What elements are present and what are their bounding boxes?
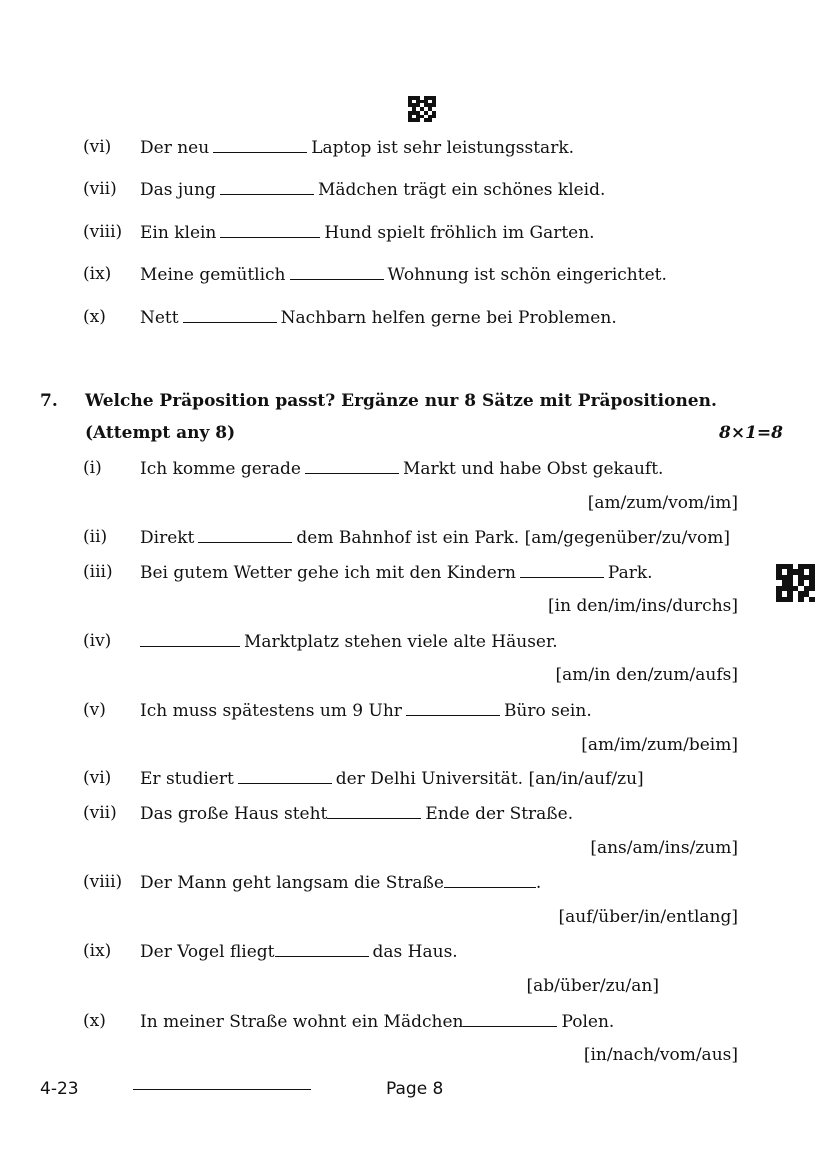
sentence-end: . (535, 873, 542, 893)
item-number: (iv) (83, 631, 112, 651)
sentence-start: Das jung (140, 180, 216, 200)
footer-code: 4-23 (40, 1079, 79, 1099)
sentence (140, 527, 730, 548)
fill-blank[interactable] (327, 803, 421, 819)
options: [ab/über/zu/an] (526, 976, 659, 996)
item-number: (viii) (83, 222, 123, 242)
sentence-start: Nett (140, 308, 179, 328)
qr-code-side (776, 564, 815, 602)
fill-blank[interactable] (305, 458, 399, 474)
item-number: (viii) (83, 872, 123, 892)
item-number: (ix) (83, 941, 112, 961)
question-title: Welche Präposition passt? Ergänze nur 8 Sätze mit Präpositionen. (85, 391, 717, 411)
options: [am/im/zum/beim] (581, 735, 738, 755)
sentence-end: Laptop ist sehr leistungsstark. (311, 138, 575, 158)
sentence-end: Park. (607, 563, 653, 583)
sentence (140, 307, 617, 328)
item-number: (vi) (83, 137, 112, 157)
sentence-start: Das große Haus steht (140, 804, 328, 824)
options: [an/in/auf/zu] (528, 769, 644, 789)
sentence-start: Ich komme gerade (140, 459, 301, 479)
fill-blank[interactable] (238, 768, 332, 784)
sentence (140, 941, 458, 962)
sentence (140, 264, 667, 285)
options: [in/nach/vom/aus] (583, 1045, 738, 1065)
sentence-start: Der Vogel fliegt (140, 942, 275, 962)
sentence-end: das Haus. (372, 942, 458, 962)
sentence-start: Der Mann geht langsam die Straße (140, 873, 444, 893)
sentence-end: Mädchen trägt ein schönes kleid. (317, 180, 606, 200)
sentence-end: Marktplatz stehen viele alte Häuser. (244, 632, 558, 652)
fill-blank[interactable] (275, 941, 369, 957)
fill-blank[interactable] (406, 700, 500, 716)
sentence-start: Ich muss spätestens um 9 Uhr (140, 701, 402, 721)
item-number: (vi) (83, 768, 112, 788)
sentence-end: der Delhi Universität. (335, 769, 524, 789)
sentence-end: dem Bahnhof ist ein Park. (296, 528, 520, 548)
options: [am/zum/vom/im] (587, 493, 738, 513)
marks: 8×1=8 (719, 423, 783, 443)
attempt-note: (Attempt any 8) (85, 423, 236, 443)
sentence-end: Nachbarn helfen gerne bei Problemen. (280, 308, 617, 328)
fill-blank[interactable] (198, 527, 292, 543)
fill-blank[interactable] (220, 222, 320, 238)
options: [am/in den/zum/aufs] (555, 665, 738, 685)
item-number: (v) (83, 700, 106, 720)
sentence-end: Wohnung ist schön eingerichtet. (387, 265, 667, 285)
sentence (140, 222, 595, 243)
fill-blank[interactable] (290, 264, 384, 280)
question-number: 7. (40, 391, 58, 411)
sentence (140, 872, 541, 893)
options: [auf/über/in/entlang] (558, 907, 738, 927)
sentence (140, 137, 574, 158)
sentence-start: Bei gutem Wetter gehe ich mit den Kindern (140, 563, 516, 583)
options: [in den/im/ins/durchs] (548, 596, 738, 616)
fill-blank[interactable] (213, 137, 307, 153)
item-number: (x) (83, 1011, 106, 1031)
fill-blank[interactable] (520, 562, 604, 578)
item-number: (iii) (83, 562, 113, 582)
item-number: (vii) (83, 179, 117, 199)
fill-blank[interactable] (140, 631, 240, 647)
sentence (140, 768, 644, 789)
sentence-end: Hund spielt fröhlich im Garten. (324, 223, 595, 243)
footer-divider (133, 1089, 311, 1090)
page-number: Page 8 (386, 1079, 444, 1099)
item-number: (ix) (83, 264, 112, 284)
sentence-start: In meiner Straße wohnt ein Mädchen (140, 1012, 464, 1032)
sentence-end: Büro sein. (503, 701, 592, 721)
sentence-end: Polen. (561, 1012, 615, 1032)
sentence (140, 179, 605, 200)
item-number: (vii) (83, 803, 117, 823)
item-number: (i) (83, 458, 102, 478)
sentence (140, 458, 663, 479)
fill-blank[interactable] (444, 872, 536, 888)
sentence-start: Meine gemütlich (140, 265, 286, 285)
fill-blank[interactable] (183, 307, 277, 323)
sentence (140, 631, 558, 652)
fill-blank[interactable] (463, 1011, 557, 1027)
sentence-start: Direkt (140, 528, 195, 548)
sentence-end: Ende der Straße. (425, 804, 574, 824)
fill-blank[interactable] (220, 179, 314, 195)
sentence (140, 700, 592, 721)
item-number: (ii) (83, 527, 108, 547)
sentence-start: Er studiert (140, 769, 234, 789)
sentence (140, 562, 653, 583)
options: [am/gegenüber/zu/vom] (524, 528, 730, 548)
qr-code-top (408, 96, 436, 122)
sentence (140, 1011, 614, 1032)
sentence (140, 803, 573, 824)
options: [ans/am/ins/zum] (590, 838, 738, 858)
sentence-end: Markt und habe Obst gekauft. (402, 459, 664, 479)
item-number: (x) (83, 307, 106, 327)
sentence-start: Der neu (140, 138, 210, 158)
sentence-start: Ein klein (140, 223, 217, 243)
